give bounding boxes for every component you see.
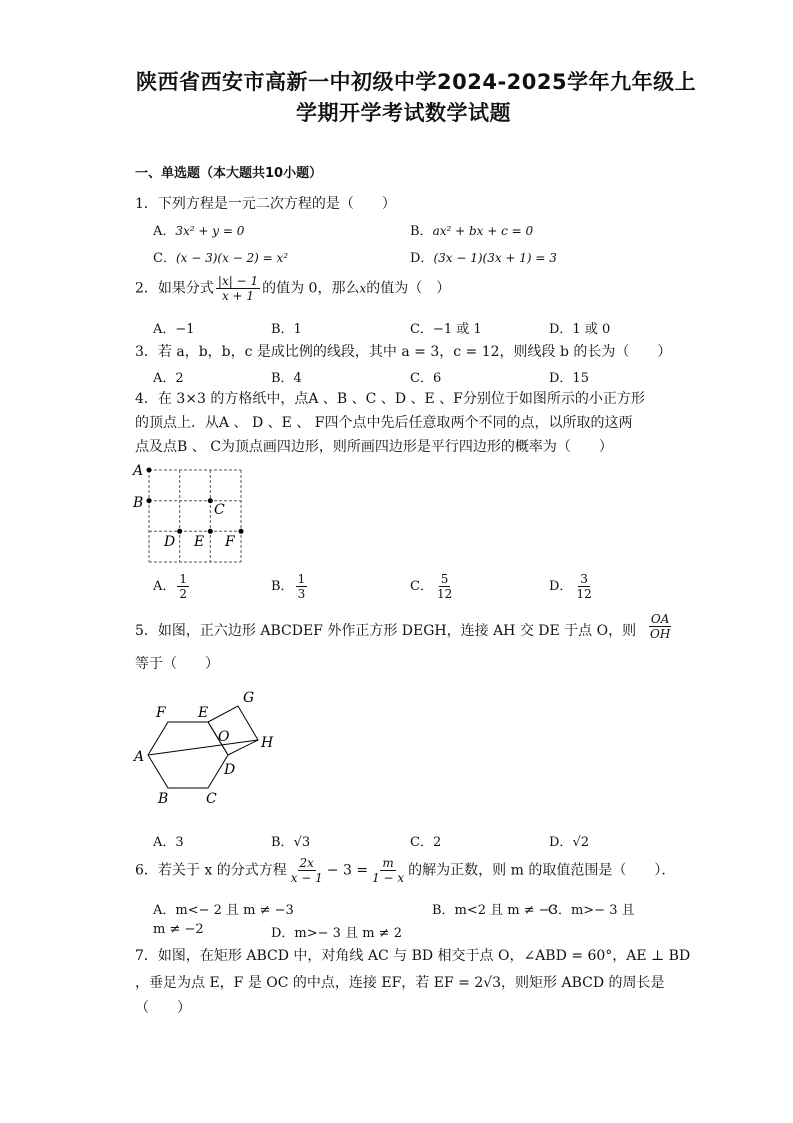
q5-label-h: H <box>261 735 274 751</box>
q5-label-g: G <box>243 690 255 706</box>
q4-label-d: D <box>164 534 176 550</box>
q4-point-f <box>239 529 244 534</box>
q4-stem-line3: 点及点B 、 C为顶点画四边形，则所画四边形是平行四边形的概率为（ ） <box>135 439 613 455</box>
q3-option-c: C．6 <box>410 371 442 386</box>
q5-option-a: A．3 <box>153 835 184 850</box>
q5-option-c: C．2 <box>410 835 442 850</box>
q5-option-d: D．√2 <box>549 835 589 850</box>
q5-stem-line2: 等于（ ） <box>135 656 219 672</box>
q6-option-d: D．m>− 3 且 m ≠ 2 <box>271 926 402 941</box>
q1-stem: 1．下列方程是一元二次方程的是（ ） <box>135 196 396 212</box>
q7-stem-line2: ，垂足为点 E，F 是 OC 的中点，连接 EF，若 EF = 2√3，则矩形 ABCD 的周长是 <box>135 975 665 991</box>
q5-option-b: B．√3 <box>271 835 311 850</box>
q3-option-b: B．4 <box>271 371 302 386</box>
q2-option-a: A．−1 <box>153 322 195 337</box>
q4-label-e: E <box>194 534 205 550</box>
q4-point-c <box>208 498 213 503</box>
doc-title-line2: 学期开学考试数学试题 <box>296 101 511 125</box>
q1-option-d: D．(3x − 1)(3x + 1) = 3 <box>410 251 557 266</box>
q4-option-c: C． $\frac{5}{12}$ <box>410 572 453 601</box>
q4-label-f: F <box>225 534 235 550</box>
section-heading: 一、单选题（本大题共10小题） <box>135 166 323 181</box>
q3-option-d: D．15 <box>549 371 589 386</box>
q5-label-e: E <box>198 705 209 721</box>
q6-option-b: B．m<2 且 m ≠ −3 <box>432 903 558 918</box>
q4-point-b <box>147 498 152 503</box>
q2-option-d: D．1 或 0 <box>549 322 611 337</box>
q1-option-b: B．ax² + bx + c = 0 <box>410 224 534 239</box>
q4-point-a <box>147 468 152 473</box>
q4-point-e <box>208 529 213 534</box>
q5-label-a: A <box>134 749 145 765</box>
doc-title-line1: 陕西省西安市高新一中初级中学2024-2025学年九年级上 <box>136 70 697 94</box>
q5-fraction: $\frac{OA}{OH}$ <box>650 612 671 641</box>
q6-option-c-cont: m ≠ −2 <box>153 922 204 937</box>
q5-label-d: D <box>224 762 236 778</box>
q5-label-f: F <box>156 705 166 721</box>
q2-option-b: B．1 <box>271 322 302 337</box>
q5-stem-line1: 5．如图，正六边形 ABCDEF 外作正方形 DEGH，连接 AH 交 DE 于点 O，则 <box>135 623 637 639</box>
q4-option-d: D． $\frac{3}{12}$ <box>549 572 592 601</box>
q4-grid-figure <box>130 460 260 570</box>
q4-stem-line2: 的顶点上．从A 、 D 、E 、 F四个点中先后任意取两个不同的点，以所取的这两 <box>135 415 633 431</box>
q4-label-b: B <box>133 495 144 511</box>
q6-option-c: C．m>− 3 且 <box>548 903 635 918</box>
q4-option-b: B． $\frac{1}{3}$ <box>271 572 306 601</box>
q2-fraction: $\frac{|x| - 1}{x + 1}$ <box>217 274 259 303</box>
q5-label-b: B <box>158 791 169 807</box>
q4-label-a: A <box>133 463 144 479</box>
q2-stem: 2．如果分式 $\frac{|x| - 1}{x + 1}$ 的值为 0，那么x的值为（ ） <box>135 274 451 303</box>
q7-stem-line1: 7．如图，在矩形 ABCD 中，对角线 AC 与 BD 相交于点 O，∠ABD = 60°，AE ⊥ BD <box>135 948 691 964</box>
q3-stem: 3．若 a，b，b，c 是成比例的线段，其中 a = 3，c = 12，则线段 b 的长为（ ） <box>135 344 672 360</box>
q3-option-a: A．2 <box>153 371 184 386</box>
q5-line-ah <box>148 740 258 755</box>
q4-option-a: A． $\frac{1}{2}$ <box>153 572 188 601</box>
q4-point-d <box>177 529 182 534</box>
q5-label-o: O <box>218 729 230 745</box>
q6-option-a: A．m<− 2 且 m ≠ −3 <box>153 903 294 918</box>
q1-option-c: C．(x − 3)(x − 2) = x² <box>153 251 289 266</box>
q7-stem-line3: （ ） <box>135 1000 191 1016</box>
q4-label-c: C <box>214 502 225 518</box>
q5-square <box>208 706 258 755</box>
q1-option-a: A．3x² + y = 0 <box>153 224 245 239</box>
q5-hexagon-figure <box>130 685 290 810</box>
q2-option-c: C．−1 或 1 <box>410 322 482 337</box>
q5-hexagon <box>148 722 228 788</box>
q5-label-c: C <box>206 791 217 807</box>
q6-stem: 6．若关于 x 的分式方程 $\frac{2x}{x - 1}$ − 3 = $\frac{m}{1 - x}$ 的解为正数，则 m 的取值范围是（ ）． <box>135 856 676 885</box>
q4-stem-line1: 4．在 3×3 的方格纸中，点A 、B 、C 、D 、E 、F分别位于如图所示的小正方形 <box>135 391 645 407</box>
